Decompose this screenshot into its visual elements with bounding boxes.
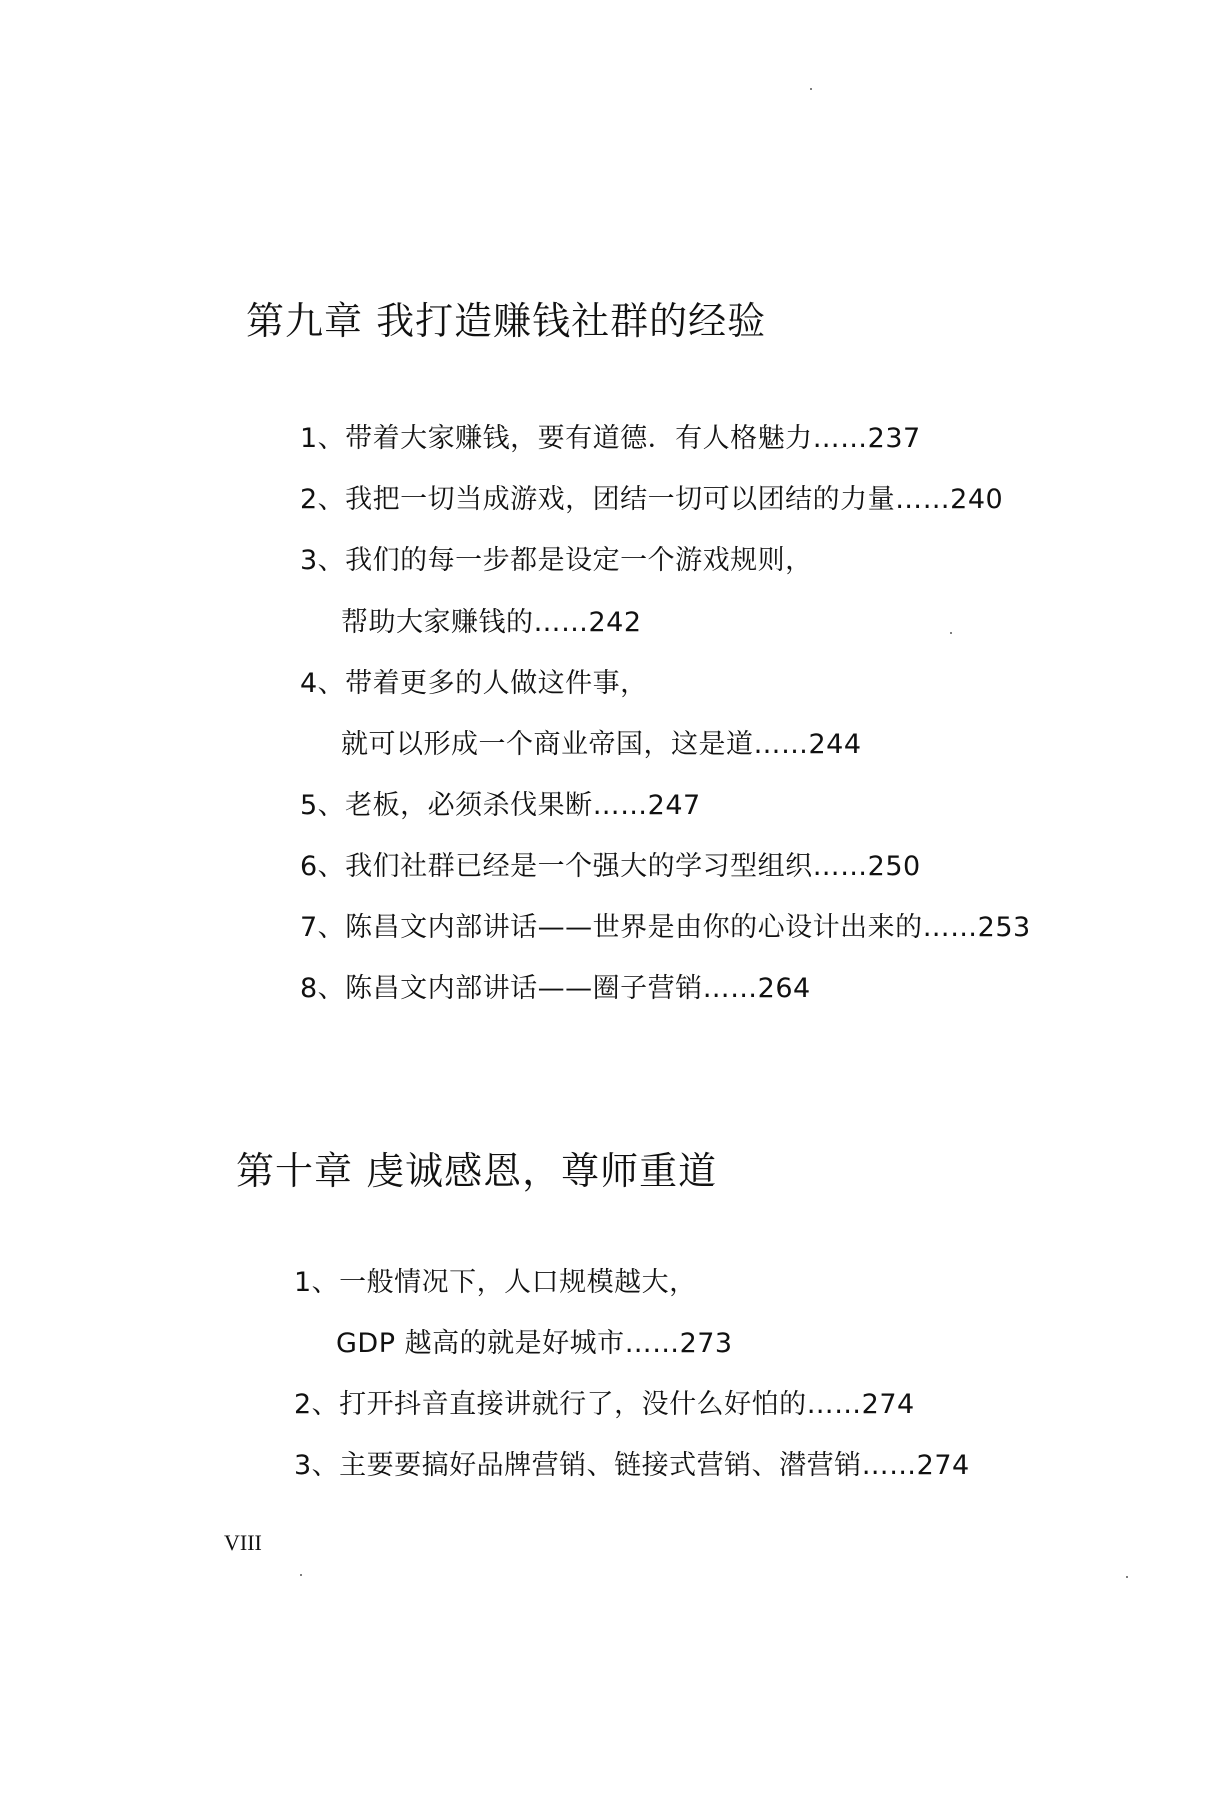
toc-entry: 1、一般情况下，人口规模越大， <box>294 1267 697 1298</box>
toc-entry: 6、我们社群已经是一个强大的学习型组织……250 <box>300 851 921 882</box>
scan-speck <box>300 1574 302 1576</box>
scan-speck <box>950 632 952 634</box>
chapter-10-title: 第十章 虔诚感恩，尊师重道 <box>236 1149 718 1193</box>
scan-speck <box>810 88 812 90</box>
toc-entry: 1、带着大家赚钱，要有道德．有人格魅力……237 <box>300 423 921 454</box>
toc-entry-continuation: 就可以形成一个商业帝国，这是道……244 <box>341 729 862 760</box>
toc-entry: 3、主要要搞好品牌营销、链接式营销、潜营销……274 <box>294 1450 970 1481</box>
toc-entry: 4、带着更多的人做这件事， <box>300 668 648 699</box>
toc-entry: 2、我把一切当成游戏，团结一切可以团结的力量……240 <box>300 484 1004 515</box>
page-number: VIII <box>224 1530 262 1555</box>
toc-entry: 3、我们的每一步都是设定一个游戏规则， <box>300 545 813 576</box>
scan-speck <box>1126 1576 1128 1578</box>
toc-entry: 7、陈昌文内部讲话——世界是由你的心设计出来的……253 <box>300 912 1031 943</box>
toc-entry: 8、陈昌文内部讲话——圈子营销……264 <box>300 973 811 1004</box>
toc-entry: 2、打开抖音直接讲就行了，没什么好怕的……274 <box>294 1389 915 1420</box>
toc-entry-continuation: GDP 越高的就是好城市……273 <box>336 1328 733 1359</box>
chapter-9-title: 第九章 我打造赚钱社群的经验 <box>246 299 767 343</box>
toc-entry: 5、老板，必须杀伐果断……247 <box>300 790 701 821</box>
toc-entry-continuation: 帮助大家赚钱的……242 <box>341 607 642 638</box>
